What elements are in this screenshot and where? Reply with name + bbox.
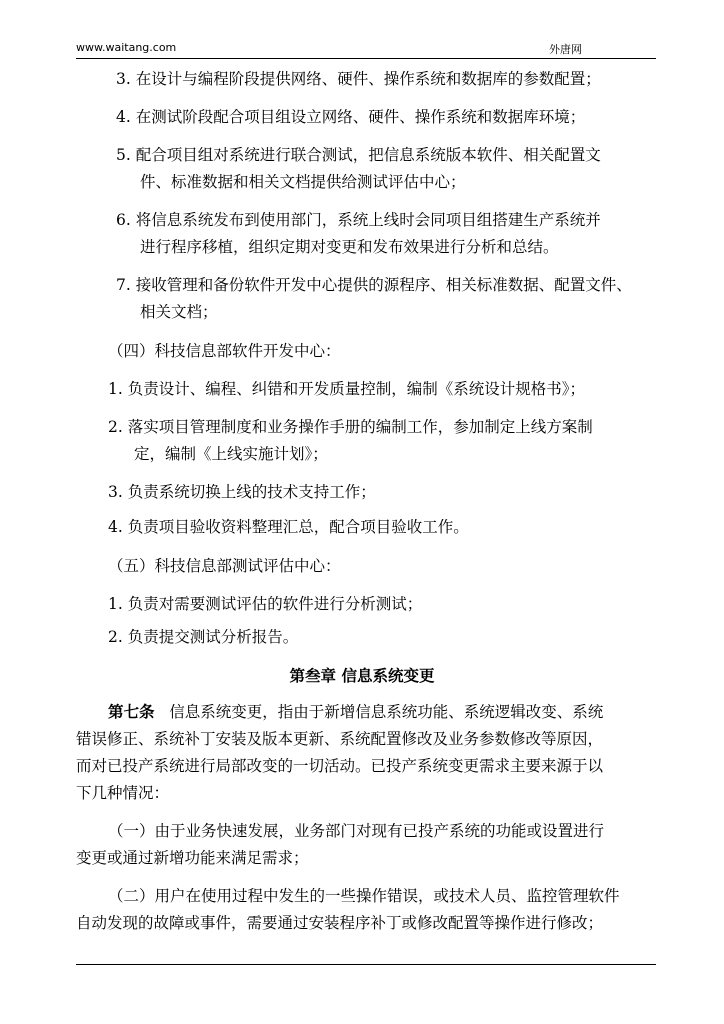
article-first-line — [108, 703, 603, 721]
list-item-continuation: 进行程序移植，组织定期对变更和发布效果进行分析和总结。 — [140, 238, 559, 256]
list-item: 7. 接收管理和备份软件开发中心提供的源程序、相关标准数据、配置文件、 — [116, 276, 632, 294]
list-item: 5. 配合项目组对系统进行联合测试，把信息系统版本软件、相关配置文 — [116, 146, 601, 164]
site-url: www.waitang.com — [76, 41, 177, 54]
list-item-continuation: 相关文档； — [140, 303, 218, 321]
chapter-heading: 第叁章 信息系统变更 — [289, 667, 435, 685]
list-item: 1. 负责设计、编程、纠错和开发质量控制，编制《系统设计规格书》； — [108, 380, 585, 398]
article-text: 信息系统变更，指由于新增信息系统功能、系统逻辑改变、系统 — [169, 703, 604, 721]
article-label: 第七条 — [108, 703, 155, 721]
case-line: （一）由于业务快速发展，业务部门对现有已投产系统的功能或设置进行 — [108, 822, 605, 840]
list-item-continuation: 定，编制《上线实施计划》； — [134, 445, 328, 463]
section-title: （四）科技信息部软件开发中心： — [108, 342, 341, 360]
list-item: 2. 落实项目管理制度和业务操作手册的编制工作，参加制定上线方案制 — [108, 418, 593, 436]
article-line: 而对已投产系统进行局部改变的一切活动。已投产系统变更需求主要来源于以 — [76, 757, 604, 775]
article-line: 错误修正、系统补丁安装及版本更新、系统配置修改及业务参数修改等原因， — [76, 730, 604, 748]
section-title: （五）科技信息部测试评估中心： — [108, 557, 341, 575]
list-item: 1. 负责对需要测试评估的软件进行分析测试； — [108, 595, 423, 613]
case-line: 变更或通过新增功能来满足需求； — [76, 849, 309, 867]
case-line: （二）用户在使用过程中发生的一些操作错误，或技术人员、监控管理软件 — [108, 887, 620, 905]
site-name: 外唐网 — [549, 43, 582, 56]
list-item: 4. 负责项目验收资料整理汇总，配合项目验收工作。 — [108, 518, 469, 536]
header-divider — [76, 58, 656, 59]
article-line: 下几种情况： — [76, 784, 170, 802]
list-item: 3. 负责系统切换上线的技术支持工作； — [108, 483, 376, 501]
list-item: 3. 在设计与编程阶段提供网络、硬件、操作系统和数据库的参数配置； — [116, 70, 601, 88]
list-item: 6. 将信息系统发布到使用部门，系统上线时会同项目组搭建生产系统并 — [116, 211, 601, 229]
footer-divider — [76, 964, 656, 965]
list-item: 4. 在测试阶段配合项目组设立网络、硬件、操作系统和数据库环境； — [116, 108, 586, 126]
list-item-continuation: 件、标准数据和相关文档提供给测试评估中心； — [140, 173, 466, 191]
list-item: 2. 负责提交测试分析报告。 — [108, 628, 299, 646]
case-line: 自动发现的故障或事件，需要通过安装程序补丁或修改配置等操作进行修改； — [76, 914, 604, 932]
